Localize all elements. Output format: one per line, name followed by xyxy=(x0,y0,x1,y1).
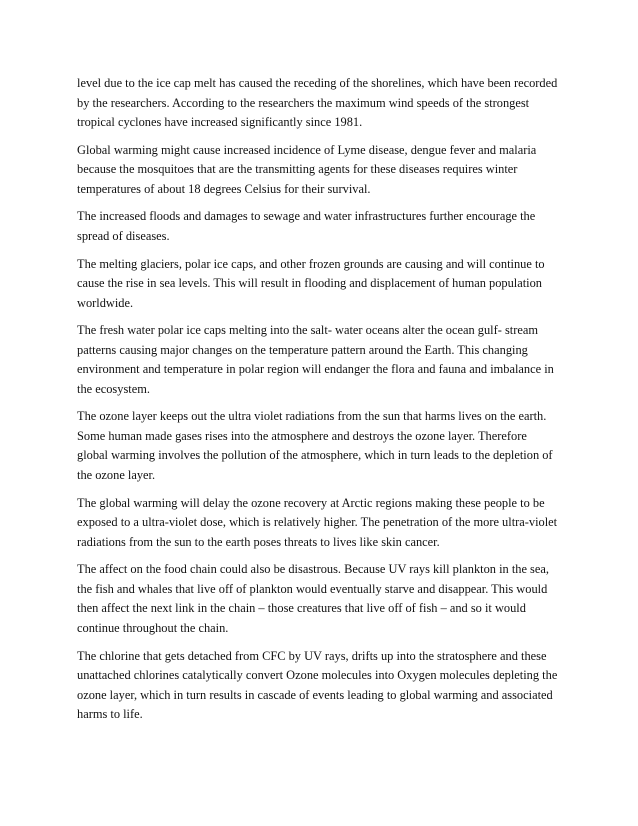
text-line: level due to the ice cap melt has caused the receding of the shorelines, which have been recorded xyxy=(77,76,558,90)
text-line: global warming involves the pollution of the atmosphere, which in turn leads to the depletion of xyxy=(77,448,553,463)
text-line: spread of diseases. xyxy=(77,228,170,243)
paragraph xyxy=(77,407,563,485)
text-line: then affect the next link in the chain – those creatures that live off of fish – and so it would xyxy=(77,601,526,616)
text-line: harms to life. xyxy=(77,707,143,721)
text-line: by the researchers. According to the researchers the maximum wind speeds of the strongest xyxy=(77,95,530,110)
text-line: Global warming might cause increased incidence of Lyme disease, dengue fever and malaria xyxy=(77,142,537,157)
text-line: patterns causing major changes on the temperature pattern around the Earth. This changing xyxy=(77,342,528,357)
text-line: radiations from the sun to the earth poses threats to lives like skin cancer. xyxy=(77,534,440,549)
paragraph xyxy=(77,321,563,399)
text-line: environment and temperature in polar region will endanger the flora and fauna and imbalance in xyxy=(77,362,554,377)
paragraph xyxy=(77,560,563,638)
text-line: because the mosquitoes that are the transmitting agents for these diseases requires winter xyxy=(77,162,518,177)
paragraph xyxy=(77,255,563,314)
text-line: cause the rise in sea levels. This will result in flooding and displacement of human population xyxy=(77,276,543,291)
paragraph xyxy=(77,647,563,725)
text-line: The chlorine that gets detached from CFC by UV rays, drifts up into the stratosphere and these xyxy=(77,648,547,663)
text-line: The affect on the food chain could also be disastrous. Because UV rays kill plankton in the sea, xyxy=(77,562,549,577)
paragraph xyxy=(77,141,563,200)
text-line: tropical cyclones have increased significantly since 1981. xyxy=(77,115,363,129)
text-line: The global warming will delay the ozone recovery at Arctic regions making these people to be xyxy=(77,495,545,510)
paragraph xyxy=(77,494,563,553)
text-line: The ozone layer keeps out the ultra violet radiations from the sun that harms lives on the earth. xyxy=(77,409,547,424)
text-line: temperatures of about 18 degrees Celsius for their survival. xyxy=(77,181,371,196)
text-line: exposed to a ultra-violet dose, which is relatively higher. The penetration of the more ultra-violet xyxy=(77,515,558,530)
document-body xyxy=(77,74,563,733)
text-line: the ozone layer. xyxy=(77,467,156,482)
text-line: the ecosystem. xyxy=(77,381,150,396)
text-line: the fish and whales that live off of plankton would eventually starve and disappear. This would xyxy=(77,581,548,596)
paragraph xyxy=(77,74,563,133)
paragraph xyxy=(77,207,563,246)
text-line: Some human made gases rises into the atmosphere and destroys the ozone layer. Therefore xyxy=(77,428,527,443)
text-line: The melting glaciers, polar ice caps, and other frozen grounds are causing and will continue to xyxy=(77,256,545,271)
text-line: unattached chlorines catalytically convert Ozone molecules into Oxygen molecules depleting the xyxy=(77,668,558,682)
text-line: The increased floods and damages to sewage and water infrastructures further encourage the xyxy=(77,209,536,224)
text-line: The fresh water polar ice caps melting into the salt- water oceans alter the ocean gulf- stream xyxy=(77,323,539,338)
text-line: worldwide. xyxy=(77,295,134,310)
text-line: ozone layer, which in turn results in cascade of events leading to global warming and associated xyxy=(77,687,553,702)
text-line: continue throughout the chain. xyxy=(77,620,229,635)
